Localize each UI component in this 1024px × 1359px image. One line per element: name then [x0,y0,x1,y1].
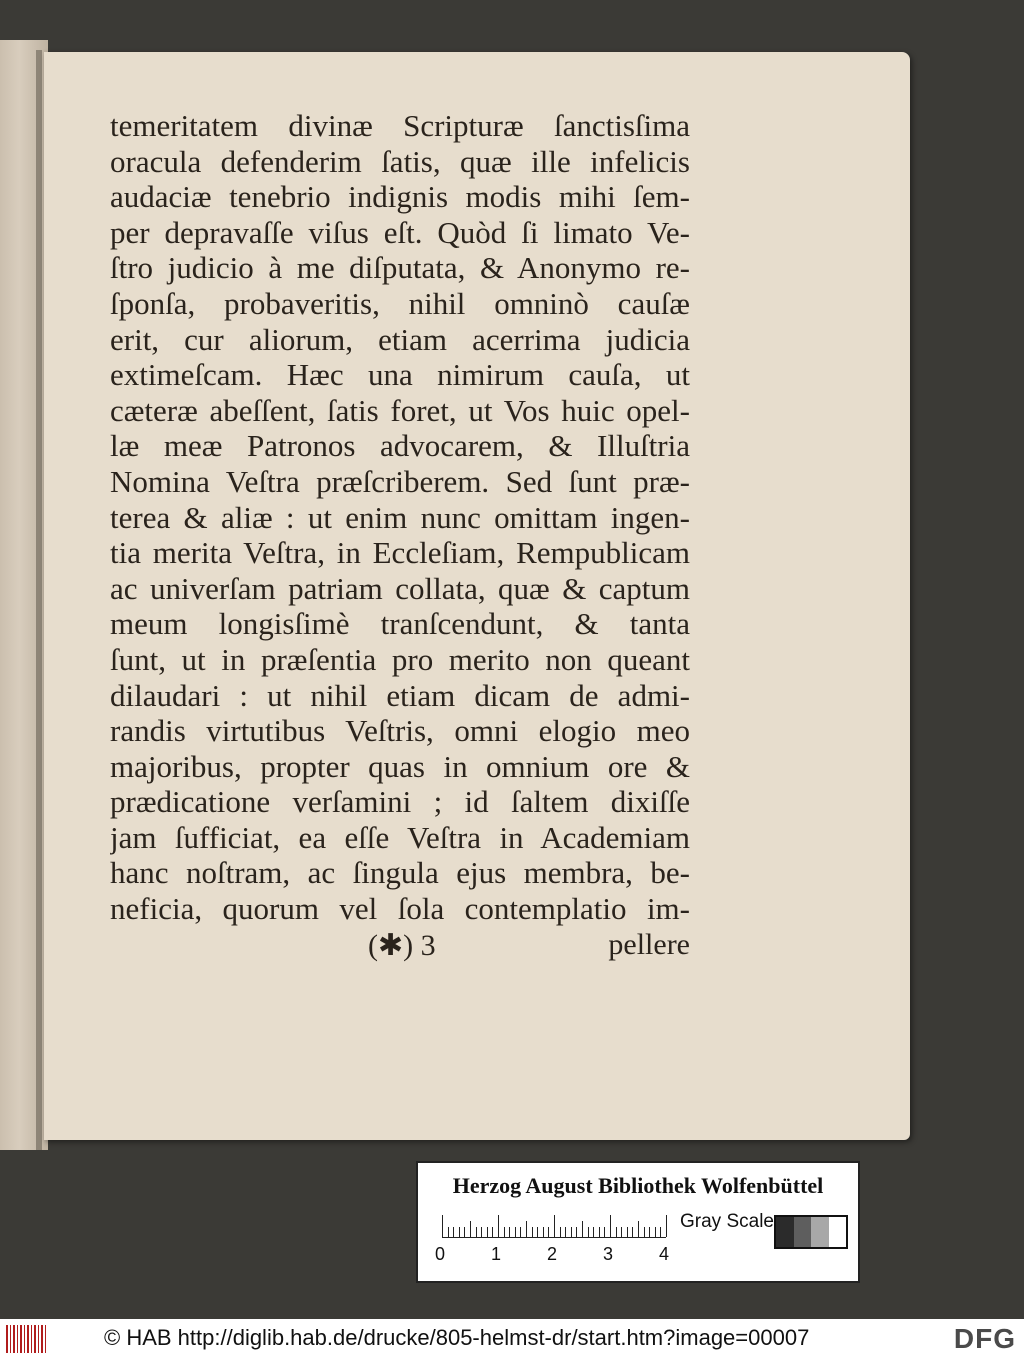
gray-swatch [829,1217,847,1247]
text-line: meum longisſimè tranſcendunt, & tanta [110,606,690,642]
ruler-number: 1 [491,1244,502,1264]
ruler-tick [582,1221,583,1237]
measurement-ruler [442,1213,666,1238]
ruler-tick [548,1227,549,1237]
ruler-tick [649,1227,650,1237]
ruler-tick [532,1227,533,1237]
viewer-footer [0,1319,1024,1359]
ruler-tick [588,1227,589,1237]
ruler-tick [632,1227,633,1237]
ruler-tick [543,1227,544,1237]
text-line: erit, cur aliorum, etiam acerrima judicia [110,321,690,357]
text-line: terea & aliæ : ut enim nunc omittam ingen- [110,499,690,535]
text-line: ſponſa, probaveritis, nihil omninò cauſæ [110,285,690,321]
ruler-tick [504,1227,505,1237]
text-line: majoribus, propter quas in omnium ore & [110,748,690,784]
ruler-tick [476,1227,477,1237]
text-line: oracula defenderim ſatis, quæ ille infelicis [110,143,690,179]
ruler-tick [655,1227,656,1237]
gray-swatch [794,1217,812,1247]
text-line: neficia, quorum vel ſola contemplatio im- [110,891,690,927]
gray-swatch [776,1217,794,1247]
page-text [110,108,690,927]
ruler-tick [442,1215,443,1237]
catchword: pellere [608,928,690,961]
text-line: jam ſufficiat, ea eſſe Veſtra in Academiam [110,819,690,855]
ruler-tick [565,1227,566,1237]
ruler-tick [599,1227,600,1237]
text-line: per depravaſſe viſus eſt. Quòd ſi limato Ve- [110,214,690,250]
ruler-tick [537,1227,538,1237]
ruler-tick [666,1215,667,1237]
text-line: ſunt, ut in præſentia pro merito non queant [110,641,690,677]
text-line: Nomina Veſtra præſcriberem. Sed ſunt præ- [110,463,690,499]
ruler-tick [660,1227,661,1237]
ruler-number: 3 [603,1244,614,1264]
page-footer-line [110,928,690,964]
ruler-number: 4 [659,1244,670,1264]
ruler-tick [638,1221,639,1237]
ruler-tick [576,1227,577,1237]
ruler-tick [487,1227,488,1237]
text-line: temeritatem divinæ Scripturæ ſanctisſima [110,108,690,143]
ruler-number: 0 [435,1244,446,1264]
barcode-icon [6,1325,46,1353]
text-line: hanc noſtram, ac ſingula ejus membra, be- [110,855,690,891]
ruler-tick [515,1227,516,1237]
gray-scale-label: Gray Scale [680,1211,774,1232]
text-line: tia merita Veſtra, in Eccleſiam, Rempublicam [110,535,690,571]
ruler-tick [459,1227,460,1237]
text-line: prædicatione verſamini ; id ſaltem dixiſſe [110,784,690,820]
text-line: dilaudari : ut nihil etiam dicam de admi- [110,677,690,713]
text-line: extimeſcam. Hæc una nimirum cauſa, ut [110,357,690,393]
dfg-logo: DFG [953,1323,1016,1354]
gray-scale-strip [774,1215,848,1249]
binding-edge [36,50,42,1150]
ruler-tick [560,1227,561,1237]
ruler-tick [593,1227,594,1237]
ruler-tick [616,1227,617,1237]
ruler-tick [498,1215,499,1237]
ruler-number: 2 [547,1244,558,1264]
ruler-tick [571,1227,572,1237]
ruler-tick [520,1227,521,1237]
ruler-tick [610,1215,611,1237]
signature-mark: (✱) 3 [368,929,436,962]
ruler-tick [492,1227,493,1237]
text-line: læ meæ Patronos advocarem, & Illuſtria [110,428,690,464]
library-label [416,1161,860,1283]
ruler-tick [627,1227,628,1237]
text-line: ſtro judicio à me diſputata, & Anonymo re- [110,250,690,286]
library-name: Herzog August Bibliothek Wolfenbüttel [452,1173,824,1198]
ruler-tick [470,1221,471,1237]
copyright-url[interactable]: © HAB http://diglib.hab.de/drucke/805-helmst-dr/start.htm?image=00007 [104,1325,810,1350]
text-line: randis virtutibus Veſtris, omni elogio meo [110,713,690,749]
ruler-tick [604,1227,605,1237]
text-line: audaciæ tenebrio indignis modis mihi ſem- [110,179,690,215]
ruler-tick [621,1227,622,1237]
gray-swatch [811,1217,829,1247]
text-line: ac univerſam patriam collata, quæ & captum [110,570,690,606]
ruler-tick [644,1227,645,1237]
ruler-tick [481,1227,482,1237]
ruler-tick [448,1227,449,1237]
ruler-tick [453,1227,454,1237]
ruler-tick [464,1227,465,1237]
ruler-tick [526,1221,527,1237]
ruler-tick [509,1227,510,1237]
text-line: cæteræ abeſſent, ſatis foret, ut Vos huic opel- [110,392,690,428]
ruler-tick [554,1215,555,1237]
